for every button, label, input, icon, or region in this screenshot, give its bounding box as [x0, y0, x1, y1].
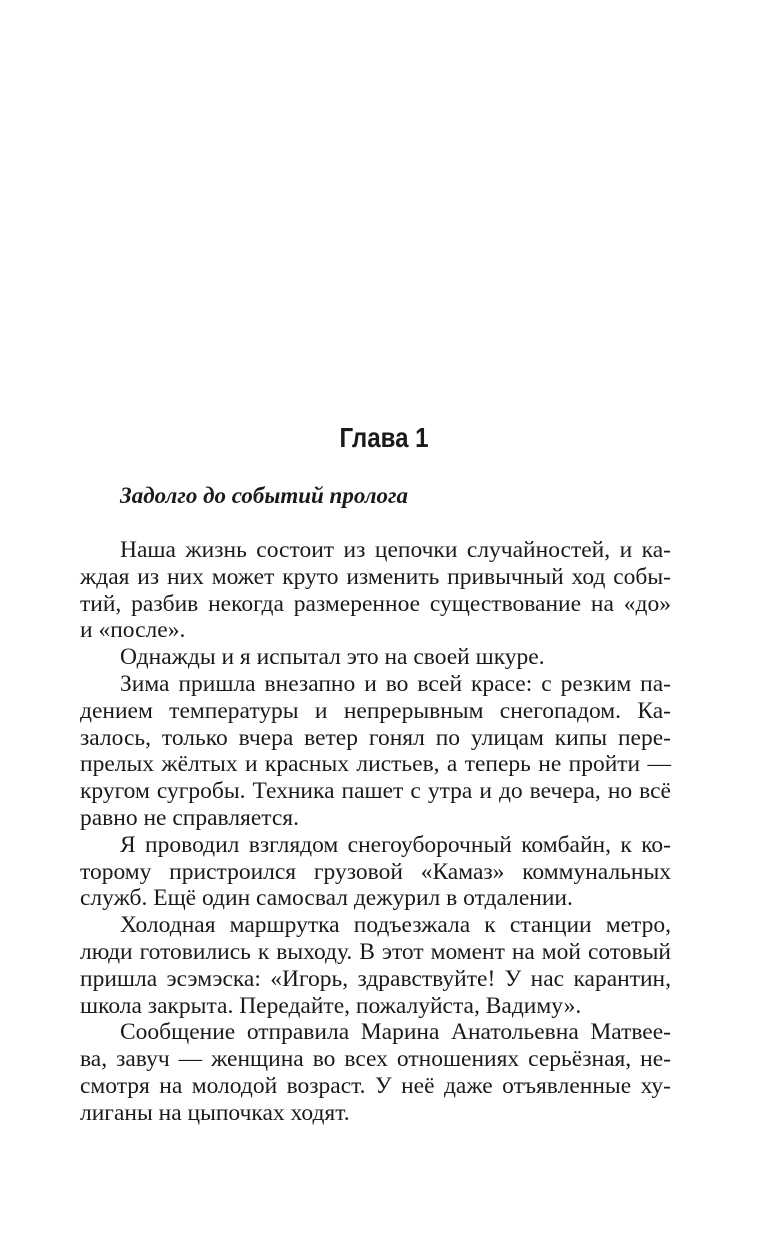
- text-line: Зима пришла внезапно и во всей красе: с резким па-: [120, 670, 671, 697]
- text-line: равно не справляется.: [80, 804, 299, 831]
- text-line: пришла эсэмэска: «Игорь, здравствуйте! У нас карантин,: [80, 965, 671, 992]
- text-line: Я проводил взглядом снегоуборочный комбайн, к ко-: [120, 831, 671, 858]
- text-line: смотря на молодой возраст. У неё даже отъявленные ху-: [80, 1072, 671, 1099]
- text-line: Однажды и я испытал это на своей шкуре.: [120, 644, 545, 671]
- text-line: ва, завуч — женщина во всех отношениях серьёзная, не-: [80, 1046, 671, 1073]
- text-line: служб. Ещё один самосвал дежурил в отдалении.: [80, 885, 573, 912]
- text-line: Наша жизнь состоит из цепочки случайностей, и ка-: [120, 537, 671, 563]
- text-line: прелых жёлтых и красных листьев, а теперь не пройти —: [80, 751, 671, 778]
- text-line: тий, разбив некогда размеренное существование на «до»: [80, 590, 671, 617]
- text-line: кругом сугробы. Техника пашет с утра и до вечера, но всё: [80, 778, 671, 805]
- text-line: лиганы на цыпочках ходят.: [80, 1099, 350, 1126]
- text-line: Сообщение отправила Марина Анатольевна Матвее-: [120, 1019, 671, 1046]
- text-line: залось, только вчера ветер гонял по улицам кипы пере-: [80, 724, 671, 751]
- text-line: торому пристроился грузовой «Камаз» коммунальных: [80, 858, 671, 885]
- text-line: школа закрыта. Передайте, пожалуйста, Вадиму».: [80, 992, 582, 1019]
- text-line: и «после».: [80, 617, 186, 644]
- text-line: ждая из них может круто изменить привычный ход собы-: [80, 563, 671, 590]
- body-text: [80, 537, 671, 1127]
- text-line: люди готовились к выходу. В этот момент на мой сотовый: [80, 938, 671, 965]
- chapter-epigraph: Задолго до событий пролога: [120, 483, 409, 508]
- chapter-title: Глава 1: [339, 422, 429, 453]
- text-line: дением температуры и непрерывным снегопадом. Ка-: [80, 697, 671, 724]
- text-line: Холодная маршрутка подъезжала к станции метро,: [120, 912, 671, 939]
